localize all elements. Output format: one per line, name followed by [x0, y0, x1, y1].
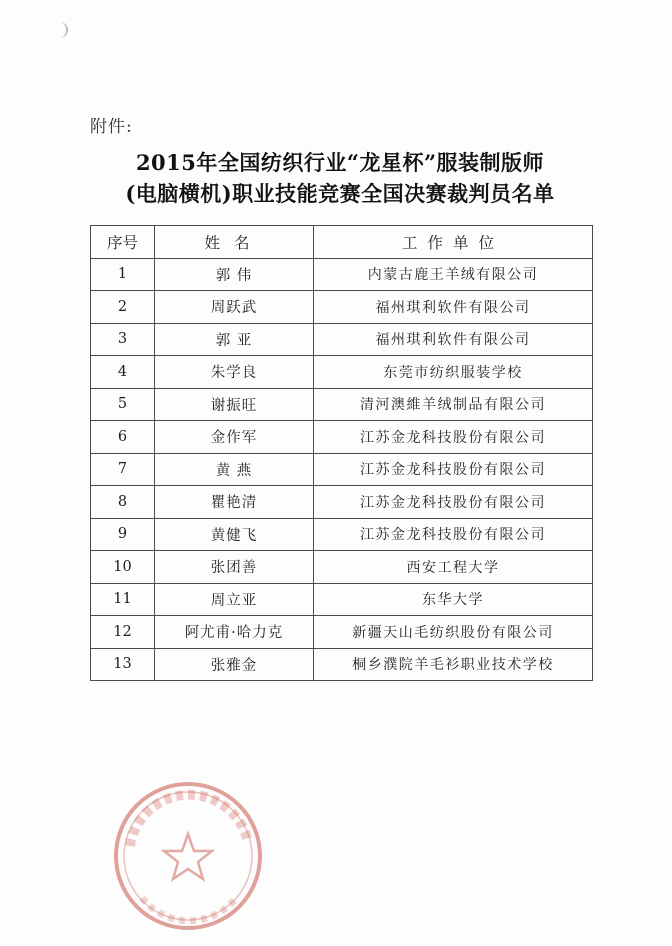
table-row [91, 583, 593, 616]
table-header [91, 226, 593, 259]
work-unit-cell: 江苏金龙科技股份有限公司 [314, 421, 593, 454]
name-cell: 郭 伟 [155, 258, 314, 291]
name-cell: 黄健飞 [155, 518, 314, 551]
header-serial-number: 序号 [91, 226, 155, 259]
work-unit-cell: 东华大学 [314, 583, 593, 616]
table-row [91, 518, 593, 551]
header-name: 姓名 [155, 226, 314, 259]
work-unit-cell: 新疆天山毛纺织股份有限公司 [314, 616, 593, 649]
name-cell: 张团善 [155, 551, 314, 584]
work-unit-cell: 福州琪利软件有限公司 [314, 291, 593, 324]
table-row [91, 551, 593, 584]
serial-number-cell: 10 [91, 551, 155, 584]
work-unit-cell: 江苏金龙科技股份有限公司 [314, 518, 593, 551]
work-unit-cell: 内蒙古鹿王羊绒有限公司 [314, 258, 593, 291]
attachment-label: 附件: [90, 117, 133, 137]
serial-number-cell: 2 [91, 291, 155, 324]
red-star-seal-icon [108, 776, 268, 936]
serial-number-cell: 1 [91, 258, 155, 291]
work-unit-cell: 桐乡濮院羊毛衫职业技术学校 [314, 648, 593, 681]
serial-number-cell: 6 [91, 421, 155, 454]
table-row [91, 258, 593, 291]
serial-number-cell: 8 [91, 486, 155, 519]
work-unit-cell: 江苏金龙科技股份有限公司 [314, 453, 593, 486]
serial-number-cell: 4 [91, 356, 155, 389]
table-row [91, 323, 593, 356]
table-row [91, 421, 593, 454]
name-cell: 阿尤甫·哈力克 [155, 616, 314, 649]
work-unit-cell: 东莞市纺织服装学校 [314, 356, 593, 389]
work-unit-cell: 西安工程大学 [314, 551, 593, 584]
serial-number-cell: 3 [91, 323, 155, 356]
name-cell: 黄 燕 [155, 453, 314, 486]
name-cell: 张雅金 [155, 648, 314, 681]
serial-number-cell: 7 [91, 453, 155, 486]
scan-artifact [60, 22, 68, 38]
table-row [91, 356, 593, 389]
document-title-line-2: (电脑横机)职业技能竞赛全国决赛裁判员名单 [125, 181, 555, 206]
work-unit-cell: 清河澳維羊绒制品有限公司 [314, 388, 593, 421]
table-row [91, 388, 593, 421]
work-unit-cell: 福州琪利软件有限公司 [314, 323, 593, 356]
serial-number-cell: 11 [91, 583, 155, 616]
table-row [91, 616, 593, 649]
serial-number-cell: 13 [91, 648, 155, 681]
name-cell: 周跃武 [155, 291, 314, 324]
serial-number-cell: 9 [91, 518, 155, 551]
table-header-row [91, 226, 593, 259]
table-row [91, 648, 593, 681]
table-row [91, 291, 593, 324]
header-work-unit: 工作单位 [314, 226, 593, 259]
work-unit-cell: 江苏金龙科技股份有限公司 [314, 486, 593, 519]
name-cell: 瞿艳清 [155, 486, 314, 519]
referee-list-table [90, 225, 593, 681]
table-row [91, 453, 593, 486]
table-row [91, 486, 593, 519]
name-cell: 周立亚 [155, 583, 314, 616]
name-cell: 朱学良 [155, 356, 314, 389]
document-title-line-1: 2015年全国纺织行业“龙星杯”服装制版师 [135, 150, 545, 175]
name-cell: 谢振旺 [155, 388, 314, 421]
name-cell: 郭 亚 [155, 323, 314, 356]
serial-number-cell: 5 [91, 388, 155, 421]
serial-number-cell: 12 [91, 616, 155, 649]
table-body [91, 258, 593, 681]
name-cell: 金作军 [155, 421, 314, 454]
